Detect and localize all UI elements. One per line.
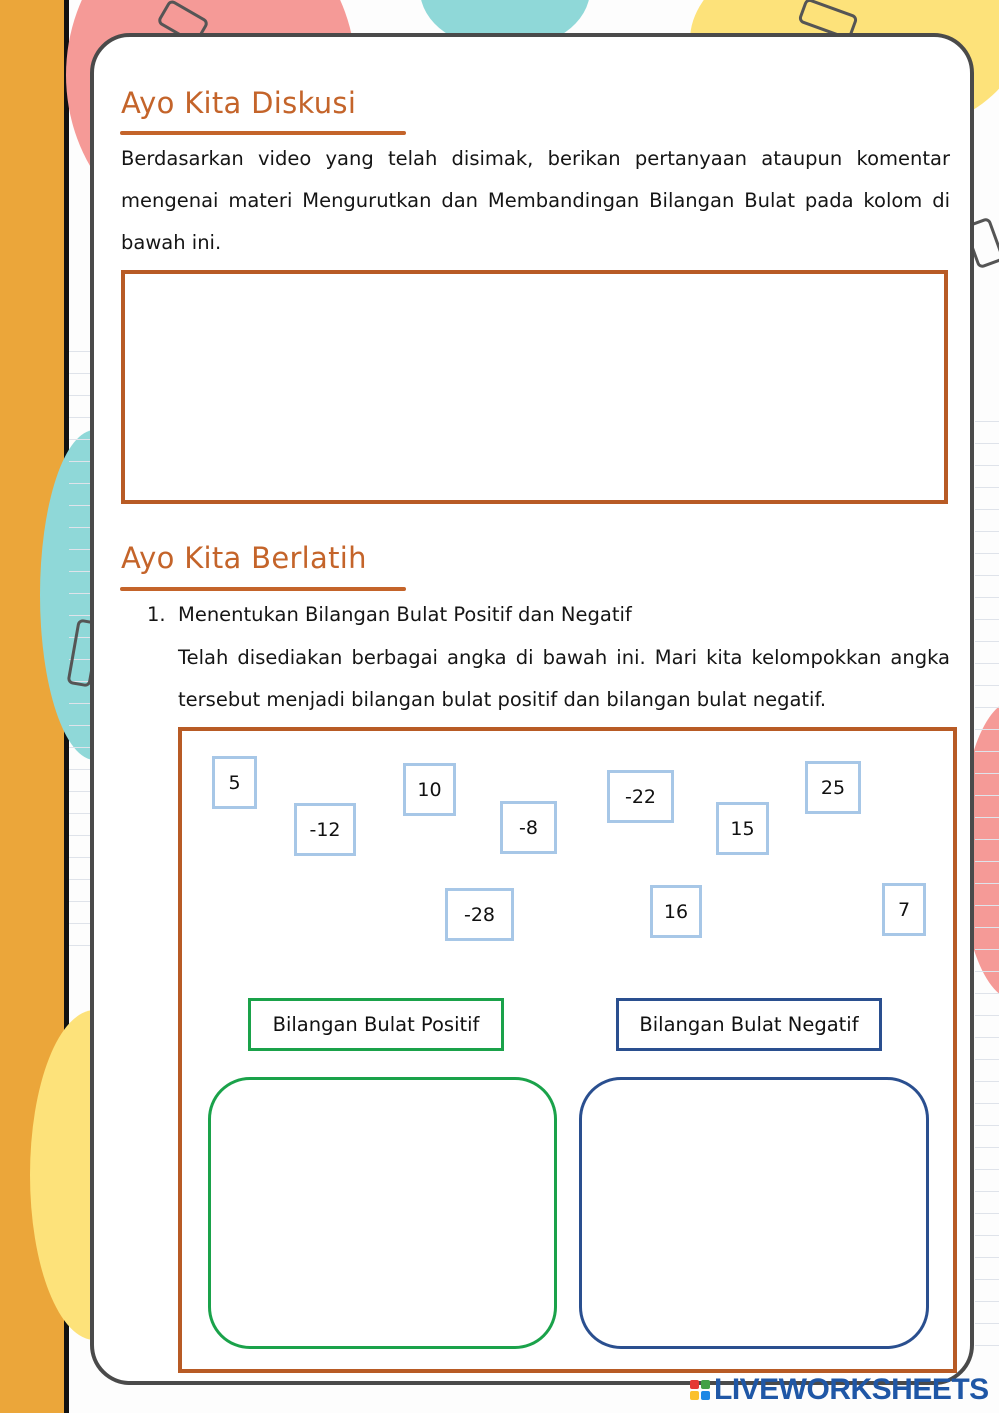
number-tile[interactable]: 15 [716,802,769,855]
number-tile[interactable]: -22 [607,770,674,823]
number-tile[interactable]: 10 [403,763,456,816]
item-title: Menentukan Bilangan Bulat Positif dan Negatif [178,603,632,626]
negative-drop-zone[interactable] [579,1077,929,1349]
practice-title-underline [120,587,406,591]
positive-category-label: Bilangan Bulat Positif [248,998,504,1051]
positive-drop-zone[interactable] [208,1077,557,1349]
discussion-title: Ayo Kita Diskusi [121,86,357,120]
number-tile[interactable]: 7 [882,883,926,936]
discussion-answer-input[interactable] [121,270,948,504]
number-tile[interactable]: -28 [445,888,514,941]
negative-category-label: Bilangan Bulat Negatif [616,998,882,1051]
item-number: 1. [147,603,166,626]
discussion-instructions: Berdasarkan video yang telah disimak, berikan pertanyaan ataupun komentar mengenai materi Mengurutkan dan Membandingan Bilangan Bulat pada kolom di bawah ini. [121,147,950,254]
item-instructions: Telah disediakan berbagai angka di bawah ini. Mari kita kelompokkan angka tersebut menjadi bilangan bulat positif dan bilangan bulat negatif. [178,646,950,711]
number-tile[interactable]: 5 [212,756,257,809]
number-tile[interactable]: 16 [650,885,702,938]
number-tile[interactable]: -12 [294,803,356,856]
ruled-lines-right [975,400,999,1350]
discussion-title-underline [120,131,406,135]
practice-title: Ayo Kita Berlatih [121,541,367,575]
liveworksheets-logo [690,1374,989,1406]
liveworksheets-wordmark: LIVEWORKSHEETS [714,1373,989,1406]
number-tile[interactable]: 25 [805,761,861,814]
number-tile[interactable]: -8 [500,801,557,854]
liveworksheets-mark-icon [690,1380,710,1400]
